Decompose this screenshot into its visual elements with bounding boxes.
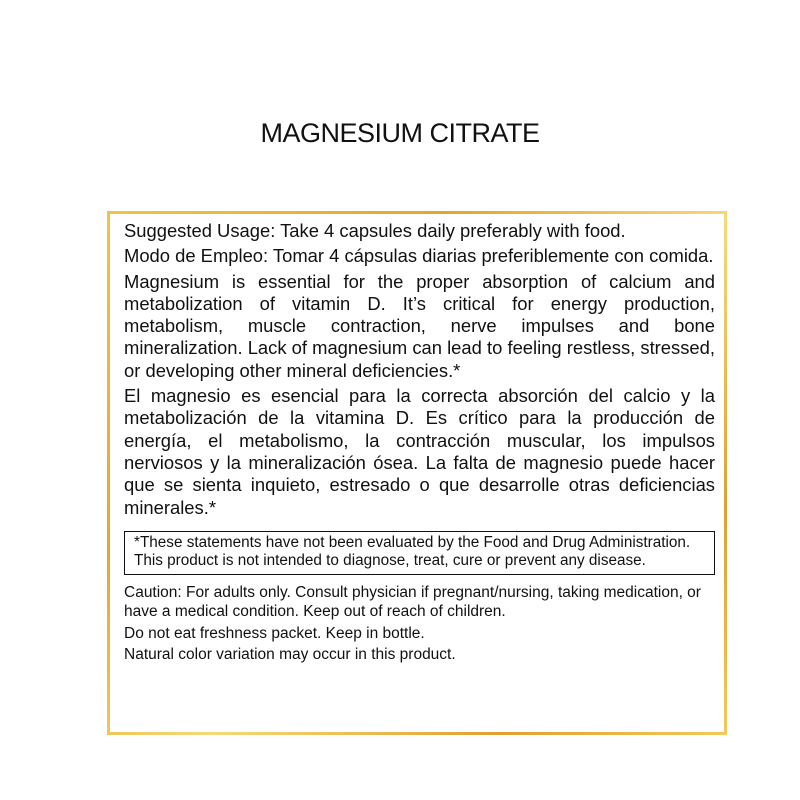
description-spanish: El magnesio es esencial para la correcta absorción del calcio y la metabolización de la vitamina D. Es crítico para la producción de energía, el metabolismo, la contracción muscular, los impulsos nerviosos y la mineralización ósea. La falta de magnesio puede hacer que se sienta inquieto, estresado o que desarrolle otras deficiencias minerales.* <box>124 385 715 518</box>
suggested-usage <box>124 220 715 242</box>
modo-de-empleo-text: : Tomar 4 cápsulas diarias preferiblemente con comida. <box>263 245 714 267</box>
modo-de-empleo <box>124 245 715 267</box>
caution-text: Caution: For adults only. Consult physician if pregnant/nursing, taking medication, or have a medical condition. Keep out of reach of children. <box>124 583 701 621</box>
description-english: Magnesium is essential for the proper absorption of calcium and metabolization of vitamin D. It’s critical for energy production, metabolism, muscle contraction, nerve impulses and bone mineralization. Lack of magnesium can lead to feeling restless, stressed, or developing other mineral deficiencies.* <box>124 270 715 381</box>
suggested-usage-text: Take 4 capsules daily preferably with food. <box>275 220 626 241</box>
label-panel <box>110 214 724 732</box>
modo-de-empleo-label: Modo de Empleo <box>124 245 264 267</box>
freshness-packet-note: Do not eat freshness packet. Keep in bottle. <box>124 624 425 642</box>
product-title: MAGNESIUM CITRATE <box>260 118 540 148</box>
label-panel-border <box>107 211 727 735</box>
color-variation-note: Natural color variation may occur in this product. <box>124 646 456 664</box>
suggested-usage-label: Suggested Usage: <box>124 220 276 241</box>
fda-disclaimer-box: *These statements have not been evaluated by the Food and Drug Administration. This product is not intended to diagnose, treat, cure or prevent any disease. <box>124 531 715 575</box>
